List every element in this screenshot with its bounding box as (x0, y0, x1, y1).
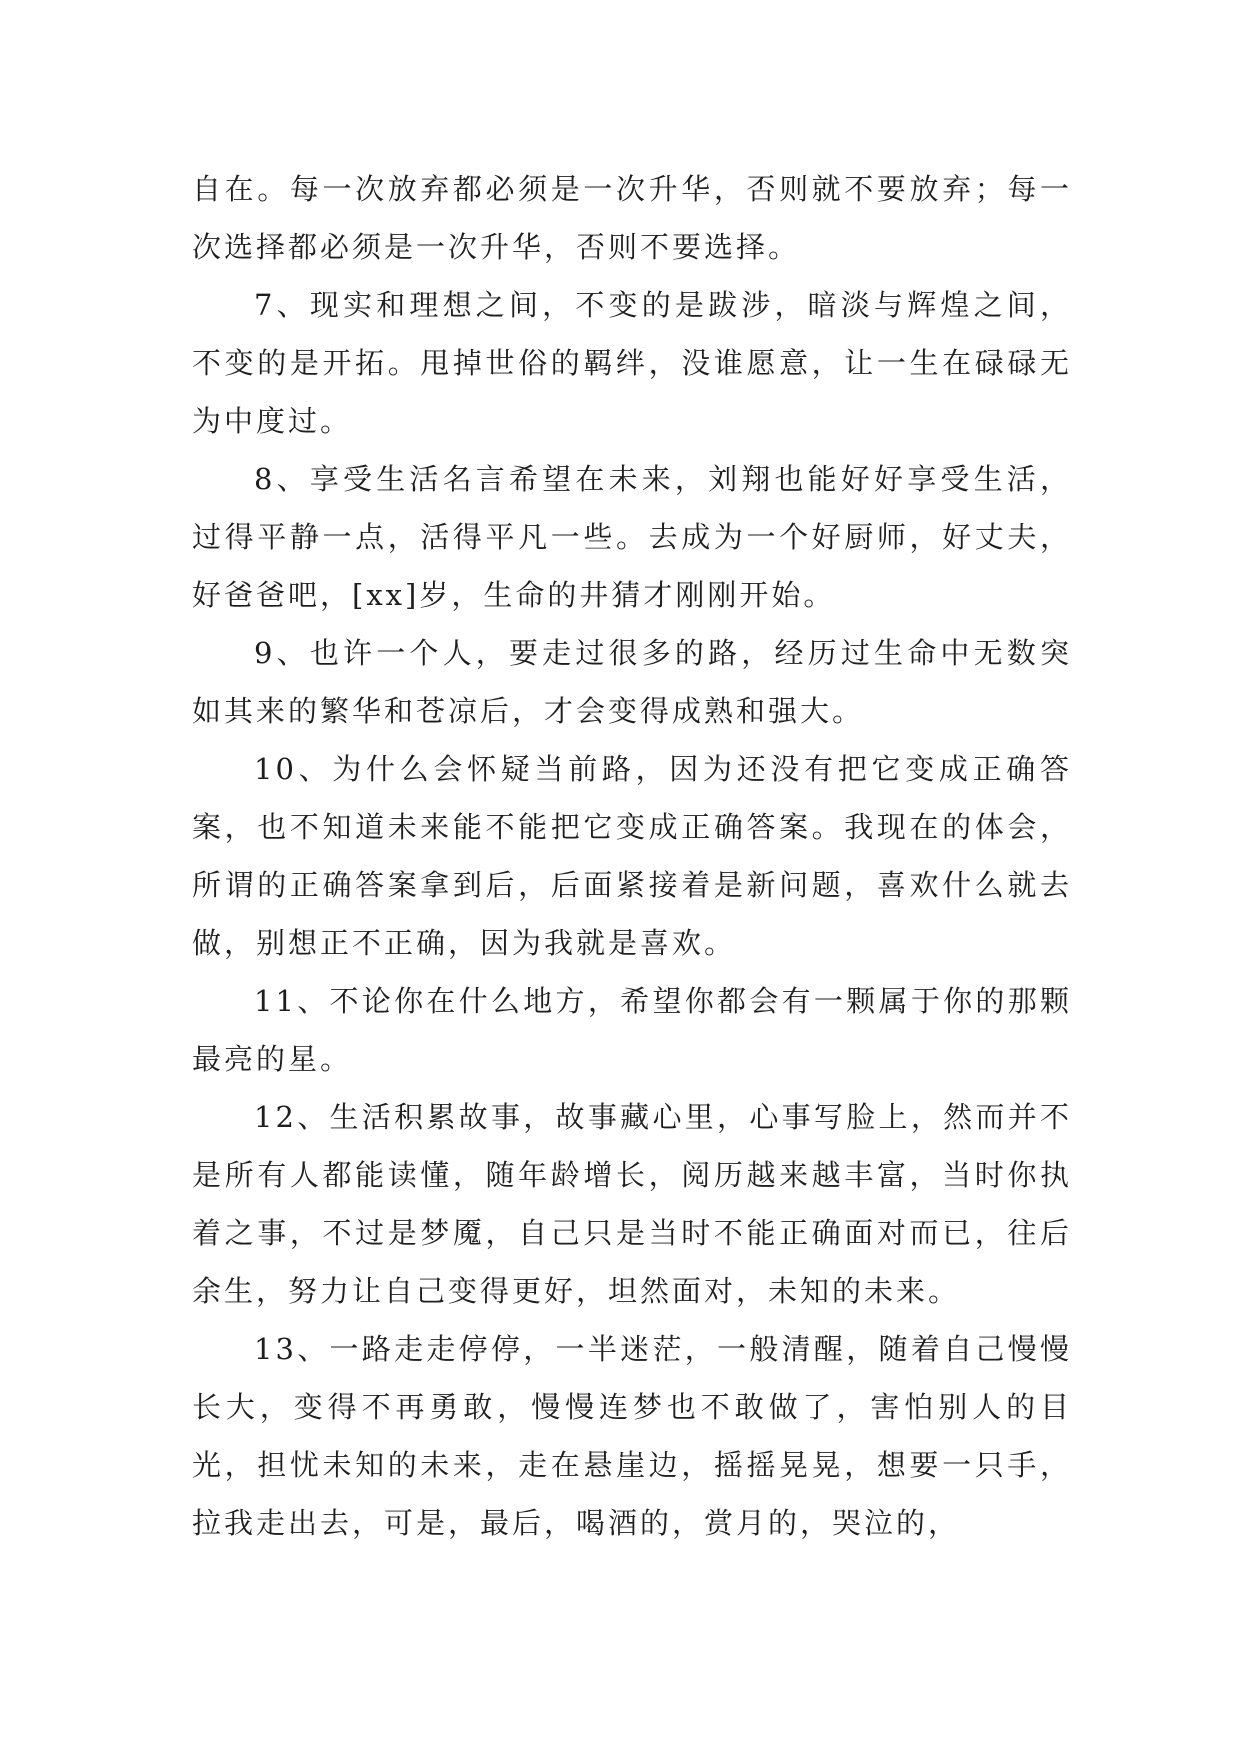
paragraph-item-11: 11、不论你在什么地方，希望你都会有一颗属于你的那颗最亮的星。 (192, 984, 1072, 1076)
paragraph-item-9: 9、也许一个人，要走过很多的路，经历过生命中无数突如其来的繁华和苍凉后，才会变得成熟和强大。 (192, 636, 1072, 728)
paragraph-continuation: 自在。每一次放弃都必须是一次升华，否则就不要放弃；每一次选择都必须是一次升华，否则不要选择。 (192, 172, 1072, 264)
body-text (192, 160, 1072, 1552)
paragraph-item-12: 12、生活积累故事，故事藏心里，心事写脸上，然而并不是所有人都能读懂，随年龄增长，阅历越来越丰富，当时你执着之事，不过是梦魇，自己只是当时不能正确面对而已，往后余生，努力让自己变得更好，坦然面对，未知的未来。 (192, 1100, 1072, 1308)
paragraph-item-13: 13、一路走走停停，一半迷茫，一般清醒，随着自己慢慢长大，变得不再勇敢，慢慢连梦也不敢做了，害怕别人的目光，担忧未知的未来，走在悬崖边，摇摇晃晃，想要一只手，拉我走出去，可是，最后，喝酒的，赏月的，哭泣的， (192, 1332, 1072, 1540)
paragraph-item-10: 10、为什么会怀疑当前路，因为还没有把它变成正确答案，也不知道未来能不能把它变成正确答案。我现在的体会，所谓的正确答案拿到后，后面紧接着是新问题，喜欢什么就去做，别想正不正确，因为我就是喜欢。 (192, 752, 1072, 960)
paragraph-item-7: 7、现实和理想之间，不变的是跋涉，暗淡与辉煌之间，不变的是开拓。甩掉世俗的羁绊，没谁愿意，让一生在碌碌无为中度过。 (192, 288, 1072, 438)
paragraph-item-8: 8、享受生活名言希望在未来，刘翔也能好好享受生活，过得平静一点，活得平凡一些。去成为一个好厨师，好丈夫，好爸爸吧，[xx]岁，生命的井猜才刚刚开始。 (192, 462, 1072, 612)
